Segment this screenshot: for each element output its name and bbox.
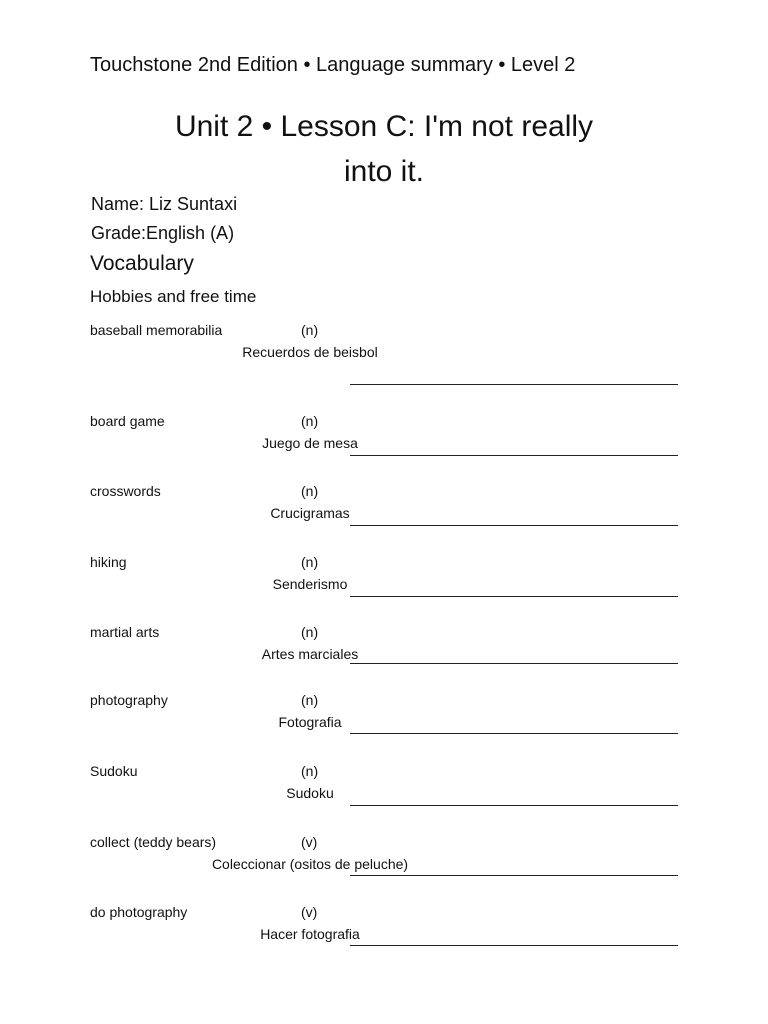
vocab-entry xyxy=(0,322,768,392)
vocab-term: hiking xyxy=(90,554,127,570)
answer-line xyxy=(350,805,678,806)
vocab-term: do photography xyxy=(90,904,188,920)
vocab-entry xyxy=(0,763,768,833)
vocab-translation: Juego de mesa xyxy=(262,435,358,451)
answer-line xyxy=(350,733,678,734)
vocab-entry xyxy=(0,624,768,694)
vocab-term: photography xyxy=(90,692,168,708)
page-title xyxy=(0,104,768,194)
vocab-entry xyxy=(0,692,768,762)
vocab-translation: Fotografia xyxy=(278,714,342,730)
answer-line xyxy=(350,384,678,385)
vocab-term: crosswords xyxy=(90,483,161,499)
vocab-entry xyxy=(0,483,768,553)
vocab-entry xyxy=(0,554,768,624)
part-of-speech: (v) xyxy=(301,904,318,920)
part-of-speech: (n) xyxy=(301,413,319,429)
document-header: Touchstone 2nd Edition • Language summary • Level 2 xyxy=(90,54,576,76)
title-line-1: Unit 2 • Lesson C: I'm not really xyxy=(174,110,594,143)
part-of-speech: (v) xyxy=(301,834,318,850)
vocab-translation: Recuerdos de beisbol xyxy=(242,344,378,360)
student-name: Name: Liz Suntaxi xyxy=(91,194,238,214)
vocab-entry xyxy=(0,413,768,483)
vocab-term: collect (teddy bears) xyxy=(90,834,217,850)
title-line-2: into it. xyxy=(343,155,425,188)
part-of-speech: (n) xyxy=(301,483,319,499)
vocab-entry xyxy=(0,904,768,974)
vocab-translation: Artes marciales xyxy=(261,646,359,662)
answer-line xyxy=(350,596,678,597)
part-of-speech: (n) xyxy=(301,692,319,708)
part-of-speech: (n) xyxy=(301,624,319,640)
answer-line xyxy=(350,525,678,526)
vocab-term: martial arts xyxy=(90,624,160,640)
vocab-translation: Crucigramas xyxy=(270,505,350,521)
vocab-translation: Hacer fotografia xyxy=(260,926,360,942)
vocab-term: Sudoku xyxy=(90,763,138,779)
section-heading: Vocabulary xyxy=(90,252,194,275)
vocab-translation: Sudoku xyxy=(286,785,334,801)
vocab-term: board game xyxy=(90,413,165,429)
answer-line xyxy=(350,945,678,946)
student-grade: Grade:English (A) xyxy=(91,223,235,243)
vocab-term: baseball memorabilia xyxy=(90,322,223,338)
vocab-translation: Senderismo xyxy=(272,576,348,592)
part-of-speech: (n) xyxy=(301,554,319,570)
vocab-translation: Coleccionar (ositos de peluche) xyxy=(211,856,409,872)
answer-line xyxy=(350,455,678,456)
part-of-speech: (n) xyxy=(301,322,319,338)
answer-line xyxy=(350,875,678,876)
vocab-entry xyxy=(0,834,768,904)
subsection-heading: Hobbies and free time xyxy=(90,287,257,306)
part-of-speech: (n) xyxy=(301,763,319,779)
answer-line xyxy=(350,663,678,664)
